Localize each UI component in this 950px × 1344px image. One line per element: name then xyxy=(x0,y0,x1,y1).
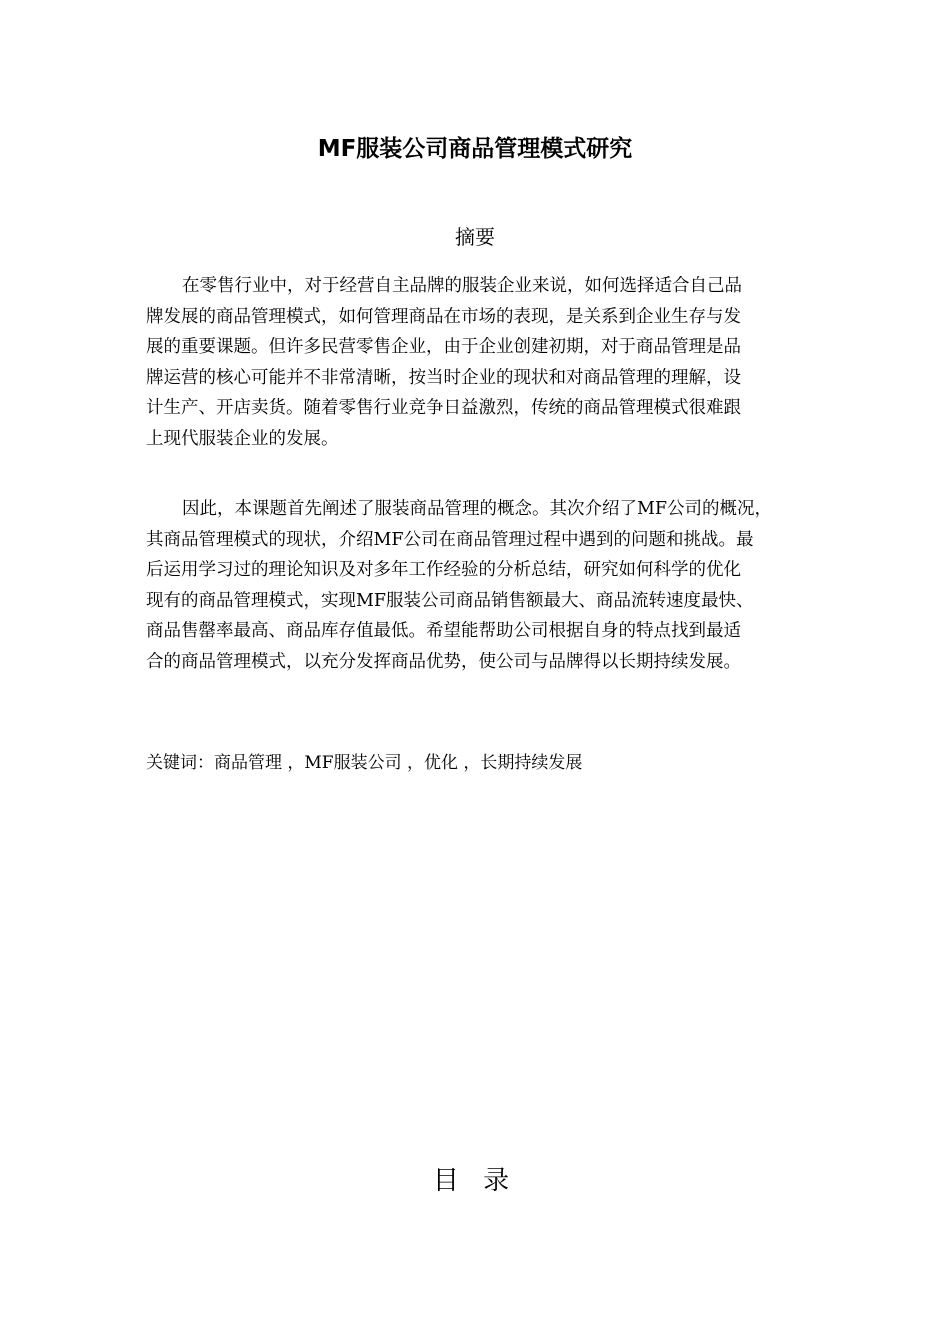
paragraph-line: 合的商品管理模式，以充分发挥商品优势，使公司与品牌得以长期持续发展。 xyxy=(146,651,741,672)
toc-heading: 目 录 xyxy=(432,1166,518,1196)
paragraph-line: 后运用学习过的理论知识及对多年工作经验的分析总结，研究如何科学的优化 xyxy=(146,560,741,580)
keywords-text: 商品管理 ，MF服装公司 ，优化 ，长期持续发展 xyxy=(214,753,583,773)
paragraph-line: 展的重要课题。但许多民营零售企业，由于企业创建初期，对于商品管理是品 xyxy=(146,337,741,357)
paragraph-line: 牌发展的商品管理模式，如何管理商品在市场的表现，是关系到企业生存与发 xyxy=(146,306,741,327)
paragraph-line: 在零售行业中，对于经营自主品牌的服装企业来说，如何选择适合自己品 xyxy=(182,276,742,296)
paragraph-line: 上现代服装企业的发展。 xyxy=(146,428,339,449)
paragraph-line: 牌运营的核心可能并不非常清晰，按当时企业的现状和对商品管理的理解，设 xyxy=(146,367,741,388)
paper-title: MF服装公司商品管理模式研究 xyxy=(317,136,633,162)
abstract-paragraph-2 xyxy=(146,494,806,677)
paragraph-line: 其商品管理模式的现状，介绍MF公司在商品管理过程中遇到的问题和挑战。最 xyxy=(146,529,754,550)
abstract-heading: 摘要 xyxy=(455,225,495,249)
paragraph-line: 现有的商品管理模式，实现MF服装公司商品销售额最大、商品流转速度最快、 xyxy=(146,590,754,611)
keywords-label: 关键词： xyxy=(146,753,214,773)
keywords-line xyxy=(146,748,806,778)
paragraph-line: 计生产、开店卖货。随着零售行业竞争日益激烈，传统的商品管理模式很难跟 xyxy=(146,398,741,418)
abstract-paragraph-1 xyxy=(146,271,806,454)
paragraph-line: 商品售罄率最高、商品库存值最低。希望能帮助公司根据自身的特点找到最适 xyxy=(146,621,741,641)
paragraph-line: 因此，本课题首先阐述了服装商品管理的概念。其次介绍了MF公司的概况， xyxy=(182,499,773,519)
